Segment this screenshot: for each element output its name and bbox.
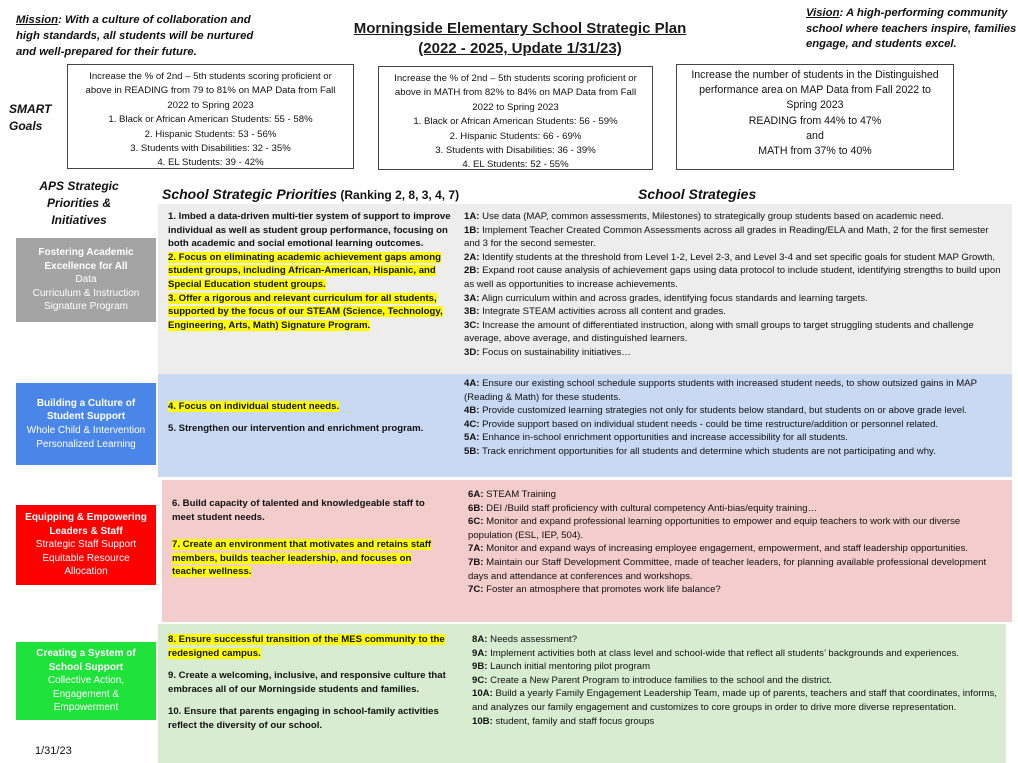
priorities-staff <box>172 497 448 579</box>
priority-9: 9. Create a welcoming, inclusive, and responsive culture that embraces all of our Morningside students and families. <box>168 670 446 695</box>
strategies-school-support <box>472 633 1002 728</box>
smart-goals-label: SMART Goals <box>9 102 52 133</box>
strategy-10b: 10B: student, family and staff focus groups <box>472 715 655 727</box>
priorities-school-support <box>168 633 458 733</box>
strategy-9c: 9C: Create a New Parent Program to introduce families to the school and the district. <box>472 674 832 686</box>
vision-statement <box>806 6 1018 53</box>
mission-statement <box>16 12 261 60</box>
priority-3: 3. Offer a rigorous and relevant curriculum for all students, supported by the focus of our STEAM (Science, Technology, Engineering, Arts, Math) Signature Program. <box>168 292 443 331</box>
side-label-staff: Equipping & Empowering Leaders & Staff Strategic Staff Support Equitable Resource Allocation <box>16 505 156 585</box>
strategy-1a: 1A: Use data (MAP, common assessments, Milestones) to strategically group students based on academic need. <box>464 211 944 222</box>
priorities-heading: School Strategic Priorities (Ranking 2, 8, 3, 4, 7) <box>162 186 460 202</box>
strategies-staff <box>468 488 1004 597</box>
strategies-student-support <box>464 377 1004 459</box>
strategy-5b: 5B: Track enrichment opportunities for all students and determine which students are not participating and why. <box>464 445 936 457</box>
strategies-academic <box>464 210 1004 360</box>
priority-6: 6. Build capacity of talented and knowledgeable staff to meet student needs. <box>172 498 425 523</box>
priority-5: 5. Strengthen our intervention and enrichment program. <box>168 422 424 434</box>
strategy-6c: 6C: Monitor and expand professional learning opportunities to empower and equip teachers to work with our diverse population (ESL, IEP, 504). <box>468 516 961 541</box>
strategy-1b: 1B: Implement Teacher Created Common Assessments across all grades in Reading/ELA and Math, 2 for the first semester and 3 for the second semester. <box>464 224 989 250</box>
strategy-2b: 2B: Expand root cause analysis of achievement gaps using data protocol to include student, identifying strengths to build upon as well as opportunities to increase achievements. <box>464 265 1001 290</box>
mission-text: : With a culture of collaboration and high standards, all students will be nurtured and well-prepared for their future. <box>16 14 254 58</box>
priority-7: 7. Create an environment that motivates and retains staff members, builds teacher leadership, and focuses on teacher wellness. <box>172 539 432 578</box>
strategy-4a: 4A: Ensure our existing school schedule supports students with increased student needs, to show outsized gains in MAP (Reading & Math) for these students. <box>464 378 977 403</box>
vision-label: Vision <box>806 7 840 19</box>
strategy-7c: 7C: Foster an atmosphere that promotes work life balance? <box>468 584 721 596</box>
vision-text: : A high-performing community school where teachers inspire, families engage, and students excel. <box>806 7 1017 50</box>
strategy-3a: 3A: Align curriculum within and across grades, identifying focus standards and learning targets. <box>464 292 868 304</box>
priority-10: 10. Ensure that parents engaging in school-family activities reflect the diversity of our school. <box>168 706 439 731</box>
title-line1: Morningside Elementary School Strategic Plan <box>353 20 687 37</box>
priorities-student-support <box>168 400 452 435</box>
goal-box-distinguished: Increase the number of students in the Distinguished performance area on MAP Data from Fall 2022 to Spring 2023 READING from 44% to 47% and MATH from 37% to 40% <box>676 64 954 170</box>
title-line2: (2022 - 2025, Update 1/31/23) <box>418 40 622 57</box>
aps-priorities-heading: APS Strategic Priorities & Initiatives <box>39 179 119 227</box>
strategy-6b: 6B: DEI /Build staff proficiency with cultural competency Anti-bias/equity training… <box>468 502 818 514</box>
strategy-3b: 3B: Integrate STEAM activities across all content and grades. <box>464 306 726 318</box>
strategy-8a: 8A: Needs assessment? <box>472 634 578 645</box>
priorities-academic <box>168 210 452 332</box>
strategy-2a: 2A: Identify students at the threshold from Level 1-2, Level 2-3, and Level 3-4 and set specific goals for student MAP Growth. <box>464 251 995 263</box>
strategies-heading: School Strategies <box>638 186 757 202</box>
mission-label: Mission <box>16 14 59 26</box>
page-title <box>330 19 710 59</box>
side-label-student-support: Building a Culture of Student Support Whole Child & Intervention Personalized Learning <box>16 383 156 465</box>
goal-box-reading: Increase the % of 2nd – 5th students scoring proficient or above in READING from 79 to 81% on MAP Data from Fall 2022 to Spring 2023 1. Black or African American Students: 55 - 58% 2. Hispanic Students: 53 - 56% 3. Students with Disabilities: 32 - 35% 4. EL Students: 39 - 42% <box>67 64 354 169</box>
strategy-7b: 7B: Maintain our Staff Development Committee, made of teacher leaders, for planning available professional development days and attendance at conferences and workshops. <box>468 556 987 582</box>
strategy-10a: 10A: Build a yearly Family Engagement Leadership Team, made up of parents, teachers and staff that coordinates, informs, and analyzes our family engagement and customizes to core groups in order to drive more diverse representation. <box>472 688 997 713</box>
strategy-4b: 4B: Provide customized learning strategies not only for students below standard, but students on or above grade level. <box>464 405 967 417</box>
side-label-academic: Fostering Academic Excellence for All Data Curriculum & Instruction Signature Program <box>16 238 156 322</box>
priority-4: 4. Focus on individual student needs. <box>168 401 340 412</box>
strategy-4c: 4C: Provide support based on individual student needs - could be time restructure/addition or personnel related. <box>464 418 939 430</box>
strategy-7a: 7A: Monitor and expand ways of increasing employee engagement, empowerment, and staff leadership opportunities. <box>468 543 969 555</box>
goal-box-math: Increase the % of 2nd – 5th students scoring proficient or above in MATH from 82% to 84% on MAP Data from Fall 2022 to Spring 2023 1. Black or African American Students: 56 - 59% 2. Hispanic Students: 66 - 69% 3. Students with Disabilities: 36 - 39% 4. EL Students: 52 - 55% <box>378 66 653 170</box>
footer-date: 1/31/23 <box>35 745 72 757</box>
side-label-school-support: Creating a System of School Support Collective Action, Engagement & Empowerment <box>16 642 156 720</box>
priority-8: 8. Ensure successful transition of the MES community to the redesigned campus. <box>168 634 445 659</box>
priority-2: 2. Focus on eliminating academic achievement gaps among student groups, including African-American, Hispanic, and Special Education student groups. <box>168 251 441 290</box>
strategy-6a: 6A: STEAM Training <box>468 489 556 500</box>
strategy-9a: 9A: Implement activities both at class level and school-wide that reflect all students’ backgrounds and experiences. <box>472 647 960 659</box>
strategy-9b: 9B: Launch initial mentoring pilot program <box>472 661 651 673</box>
strategy-3c: 3C: Increase the amount of differentiated instruction, along with small groups to target struggling students and challenge average, above average, and distinguished learners. <box>464 319 974 345</box>
strategy-3d: 3D: Focus on sustainability initiatives… <box>464 346 631 358</box>
strategy-5a: 5A: Enhance in-school enrichment opportunities and increase accessibility for all students. <box>464 432 848 444</box>
priority-1: 1. Imbed a data-driven multi-tier system of support to improve individual as well as student group performance, focusing on both academic and social emotional learning outcomes. <box>168 211 451 250</box>
